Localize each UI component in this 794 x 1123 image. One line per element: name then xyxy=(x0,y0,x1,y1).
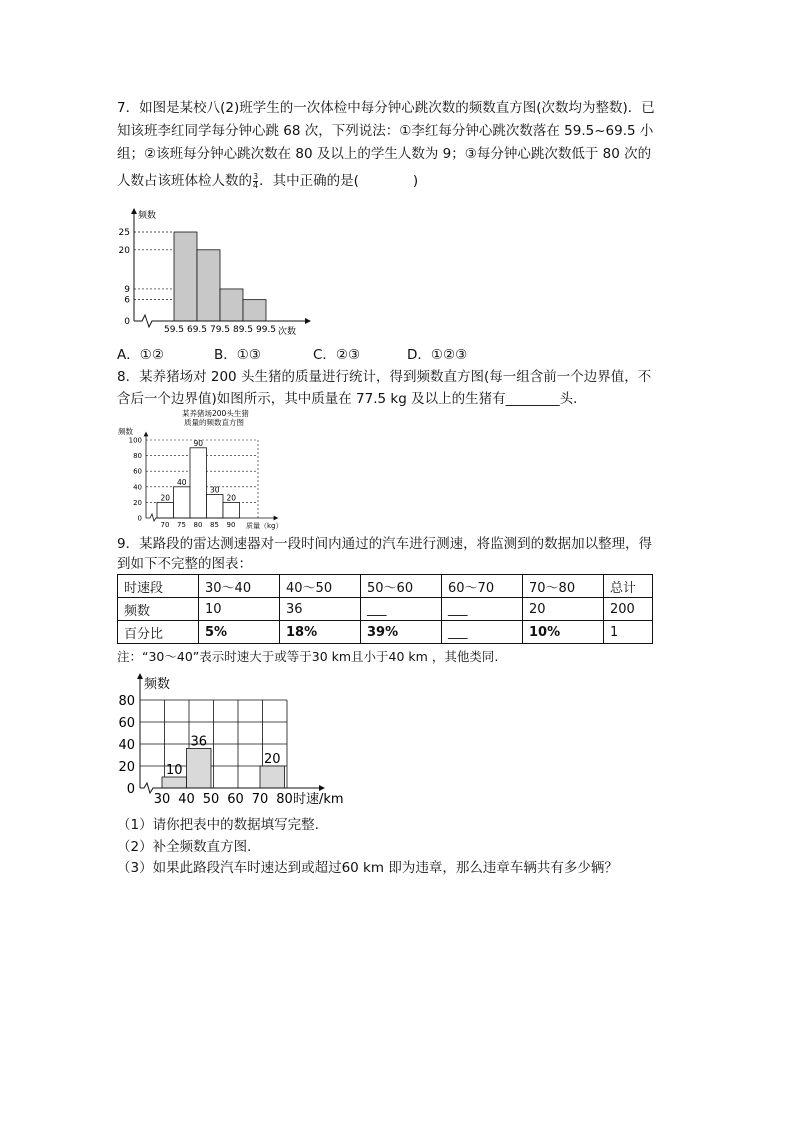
table-cell: 200 xyxy=(604,598,653,621)
q7-x-tick: 99.5 xyxy=(255,325,277,335)
q8-line-1: 8．某养猪场对 200 头生猪的质量进行统计，得到频数直方图(每一组含前一个边界值，不 xyxy=(117,369,652,385)
q7-bar xyxy=(220,289,243,321)
q7-option-b[interactable]: B．①③ xyxy=(214,347,261,363)
q9-x-label: 时速/km xyxy=(293,792,344,807)
table-blank-cell[interactable]: ___ xyxy=(442,621,523,644)
q9-sub-2: （2）补全频数直方图. xyxy=(117,839,252,855)
q9-histogram xyxy=(110,672,350,808)
q8-bar xyxy=(190,448,207,518)
q8-x-tick: 75 xyxy=(177,521,186,529)
q7-histogram xyxy=(108,205,318,337)
q8-bar-label: 30 xyxy=(209,485,220,495)
q9-bar-label: 36 xyxy=(190,734,208,750)
table-cell: 1 xyxy=(604,621,653,644)
q9-y-label: 频数 xyxy=(144,677,171,692)
q7-y-tick: 9 xyxy=(124,284,130,295)
q9-sub-3: （3）如果此路段汽车时速达到或超过60 km 即为违章，那么违章车辆共有多少辆？ xyxy=(117,860,618,876)
q9-y-tick: 0 xyxy=(126,782,135,797)
q8-title-1: 某养猪场200头生猪 xyxy=(182,409,249,418)
q7-y-tick: 6 xyxy=(124,295,130,306)
q9-line-1: 9．某路段的雷达测速器对一段时间内通过的汽车进行测速，将监测到的数据加以整理，得 xyxy=(117,536,653,552)
q9-x-tick: 60 xyxy=(227,792,244,807)
q8-bar-label: 40 xyxy=(176,477,187,487)
q8-bar-label: 90 xyxy=(193,438,204,448)
table-cell: 时速段 xyxy=(118,575,199,598)
table-cell: 10% xyxy=(523,621,604,644)
q8-x-label: 质量（kg） xyxy=(246,522,283,530)
q9-x-tick: 70 xyxy=(251,792,269,807)
q8-y-tick: 40 xyxy=(133,483,142,492)
q8-x-tick: 80 xyxy=(193,521,203,529)
q7-line-3: 组；②该班每分钟心跳次数在 80 及以上的学生人数为 9；③每分钟心跳次数低于 80 次的 xyxy=(117,146,652,162)
q7-bar xyxy=(174,232,197,321)
table-row xyxy=(118,598,653,621)
q8-bar-label: 20 xyxy=(226,493,237,503)
table-cell: 36 xyxy=(280,598,361,621)
q9-y-tick: 60 xyxy=(118,716,135,731)
table-cell: 10 xyxy=(199,598,280,621)
table-cell: 60～70 xyxy=(442,575,523,598)
q7-line-2: 知该班李红同学每分钟心跳 68 次，下列说法：①李红每分钟心跳次数落在 59.5~69.5 小 xyxy=(117,123,654,139)
q9-table xyxy=(117,574,653,644)
q7-bar xyxy=(197,250,220,321)
table-cell: 70～80 xyxy=(523,575,604,598)
q9-line-2: 到如下不完整的图表： xyxy=(117,556,252,572)
q8-y-tick: 0 xyxy=(137,514,142,523)
q9-bar xyxy=(162,777,187,788)
q7-y-tick: 20 xyxy=(118,245,130,256)
q9-x-tick: 50 xyxy=(202,792,220,807)
table-cell: 40～50 xyxy=(280,575,361,598)
table-blank-cell[interactable]: ___ xyxy=(361,598,442,621)
table-row xyxy=(118,621,653,644)
q8-bar xyxy=(223,502,240,518)
q8-y-tick: 100 xyxy=(128,436,142,445)
table-cell: 总计 xyxy=(604,575,653,598)
q7-line-4-post: ．其中正确的是( ) xyxy=(259,173,419,189)
table-cell: 39% xyxy=(361,621,442,644)
q7-option-a[interactable]: A．①② xyxy=(117,347,164,363)
q7-line-1: 7．如图是某校八(2)班学生的一次体检中每分钟心跳次数的频数直方图(次数均为整数)．已 xyxy=(117,100,655,116)
q9-x-tick: 30 xyxy=(153,792,171,807)
q7-x-tick: 69.5 xyxy=(186,325,208,335)
q7-x-tick: 59.5 xyxy=(163,325,185,335)
q8-y-tick: 20 xyxy=(133,498,142,507)
table-cell: 20 xyxy=(523,598,604,621)
q9-sub-1: （1）请你把表中的数据填写完整. xyxy=(117,817,319,833)
q7-x-label: 次数 xyxy=(278,327,297,337)
table-cell: 50～60 xyxy=(361,575,442,598)
q7-y-label: 频数 xyxy=(138,211,157,221)
q7-line-4 xyxy=(117,171,418,191)
q7-fraction xyxy=(253,173,258,190)
q7-y-tick: 25 xyxy=(118,228,130,238)
q8-title-2: 质量的频数直方图 xyxy=(184,418,244,427)
q7-x-tick: 79.5 xyxy=(209,325,231,335)
q7-x-tick: 89.5 xyxy=(232,325,254,335)
table-cell: 频数 xyxy=(118,598,199,621)
q8-bar xyxy=(174,487,191,518)
q9-x-tick: 40 xyxy=(178,792,195,807)
q8-y-label: 频数 xyxy=(118,427,133,436)
q8-bar xyxy=(157,502,174,518)
q7-option-c[interactable]: C．②③ xyxy=(313,347,361,363)
q8-bar xyxy=(207,495,224,518)
table-cell: 百分比 xyxy=(118,621,199,644)
q9-bar xyxy=(187,748,212,788)
q8-x-tick: 90 xyxy=(226,521,236,529)
q9-x-tick: 80 xyxy=(276,792,293,807)
table-cell: 5% xyxy=(199,621,280,644)
q8-histogram xyxy=(116,407,296,531)
table-blank-cell[interactable]: ___ xyxy=(442,598,523,621)
table-cell: 18% xyxy=(280,621,361,644)
q9-bar-label: 10 xyxy=(165,763,183,778)
fraction-denominator: 4 xyxy=(253,180,259,190)
q8-y-tick: 60 xyxy=(133,467,142,476)
q9-y-tick: 80 xyxy=(118,694,135,709)
fraction-numerator: 3 xyxy=(253,171,259,181)
q9-y-tick: 40 xyxy=(118,738,135,753)
q7-bar xyxy=(243,300,266,321)
q7-option-d[interactable]: D．①②③ xyxy=(407,347,468,363)
q7-line-4-pre: 人数占该班体检人数的 xyxy=(117,173,252,189)
q7-y-tick: 0 xyxy=(124,317,130,327)
q8-x-tick: 70 xyxy=(160,521,170,529)
table-cell: 30～40 xyxy=(199,575,280,598)
table-row xyxy=(118,575,653,598)
q8-bar-label: 20 xyxy=(160,493,171,503)
q9-note: 注：“30～40”表示时速大于或等于30 km且小于40 km ，其他类同. xyxy=(117,649,499,664)
q8-y-tick: 80 xyxy=(133,452,142,461)
q8-line-2: 含后一个边界值)如图所示，其中质量在 77.5 kg 及以上的生猪有________头． xyxy=(117,391,587,407)
q9-bar xyxy=(260,766,285,788)
q9-y-tick: 20 xyxy=(118,760,135,775)
q8-x-tick: 85 xyxy=(210,521,219,529)
q9-bar-label: 20 xyxy=(263,752,281,767)
